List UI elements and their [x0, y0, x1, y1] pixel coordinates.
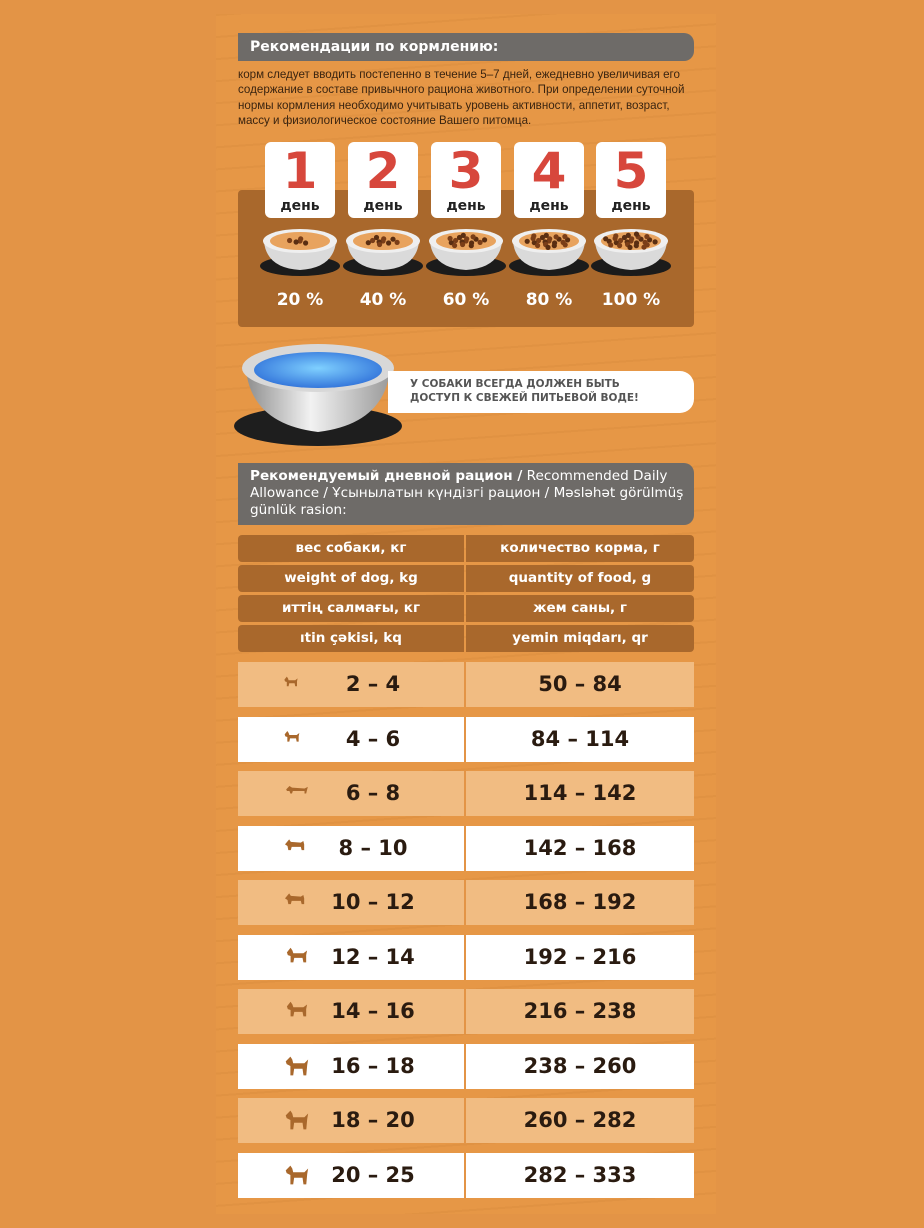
feeding-title: Рекомендации по кормлению: — [238, 33, 694, 61]
large-dog-icon — [282, 1163, 310, 1187]
day-percent: 60 % — [442, 290, 490, 310]
table-row — [238, 826, 694, 871]
header-quantity: yemin miqdarı, qr — [466, 625, 694, 652]
weight-cell: 8 – 10 — [338, 836, 408, 860]
day-card — [265, 142, 335, 218]
header-quantity: жем саны, г — [466, 595, 694, 622]
table-row — [238, 880, 694, 925]
day-card — [596, 142, 666, 218]
food-bowl-icon — [342, 222, 424, 278]
weight-cell: 12 – 14 — [331, 945, 415, 969]
water-note-line1: У СОБАКИ ВСЕГДА ДОЛЖЕН БЫТЬ — [410, 378, 620, 390]
day-label: день — [446, 198, 486, 214]
weight-cell: 6 – 8 — [345, 781, 401, 805]
day-percent: 40 % — [359, 290, 407, 310]
weight-cell: 20 – 25 — [331, 1163, 415, 1187]
food-bowl-icon — [259, 222, 341, 278]
weight-cell: 10 – 12 — [331, 890, 415, 914]
day-card — [348, 142, 418, 218]
day-percent: 80 % — [525, 290, 573, 310]
daily-title-rest: Recommended Daily Allowance / Ұсынылатын күндізгі рацион / Məsləhət görülmüş günlük rasion: — [250, 468, 684, 518]
header-weight: иттің салмағы, кг — [238, 595, 464, 622]
table-row — [238, 717, 694, 762]
day-number: 1 — [282, 142, 318, 200]
day-number: 5 — [613, 142, 649, 200]
small-dog-icon — [282, 727, 302, 747]
large-dog-icon — [282, 1054, 310, 1078]
quantity-cell: 50 – 84 — [538, 672, 622, 696]
table-row — [238, 1153, 694, 1198]
weight-cell: 2 – 4 — [345, 672, 401, 696]
header-row — [238, 535, 694, 562]
water-note-line2: ДОСТУП К СВЕЖЕЙ ПИТЬЕВОЙ ВОДЕ! — [410, 392, 639, 404]
header-weight: weight of dog, kg — [238, 565, 464, 592]
quantity-cell: 142 – 168 — [523, 836, 637, 860]
header-weight: ıtin çəkisi, kq — [238, 625, 464, 652]
day-number: 3 — [448, 142, 484, 200]
table-row — [238, 989, 694, 1034]
table-row — [238, 935, 694, 980]
quantity-cell: 168 – 192 — [523, 890, 637, 914]
quantity-cell: 84 – 114 — [530, 727, 630, 751]
weight-cell: 18 – 20 — [331, 1108, 415, 1132]
food-bowl-icon — [425, 222, 507, 278]
header-weight: вес собаки, кг — [238, 535, 464, 562]
day-card — [514, 142, 584, 218]
weight-cell: 16 – 18 — [331, 1054, 415, 1078]
day-label: день — [611, 198, 651, 214]
day-number: 2 — [365, 142, 401, 200]
daily-title-bold: Рекомендуемый дневной рацион / — [250, 468, 523, 484]
header-row — [238, 625, 694, 652]
quantity-cell: 260 – 282 — [523, 1108, 637, 1132]
header-row — [238, 565, 694, 592]
day-percent: 20 % — [276, 290, 324, 310]
header-row — [238, 595, 694, 622]
day-label: день — [363, 198, 403, 214]
day-label: день — [280, 198, 320, 214]
day-card — [431, 142, 501, 218]
food-bowl-icon — [508, 222, 590, 278]
terrier-icon — [282, 890, 308, 910]
water-note — [388, 371, 694, 413]
quantity-cell: 238 – 260 — [523, 1054, 637, 1078]
food-bowl-icon — [590, 222, 672, 278]
quantity-cell: 216 – 238 — [523, 999, 637, 1023]
header-quantity: quantity of food, g — [466, 565, 694, 592]
tiny-dog-icon — [282, 672, 300, 692]
terrier-icon — [282, 836, 308, 856]
table-row — [238, 771, 694, 816]
day-label: день — [529, 198, 569, 214]
quantity-cell: 282 – 333 — [523, 1163, 637, 1187]
feeding-intro: корм следует вводить постепенно в течение 5–7 дней, ежедневно увеличивая его содержание в составе привычного рациона животного. При определении суточной нормы кормления необходимо учитывать уровень активности, аппетит, возраст, массу и физиологическое состояние Вашего питомца. — [238, 68, 685, 127]
table-row — [238, 662, 694, 707]
day-number: 4 — [531, 142, 567, 200]
large-dog-icon — [282, 1108, 310, 1132]
weight-cell: 14 – 16 — [331, 999, 415, 1023]
weight-cell: 4 – 6 — [345, 727, 401, 751]
table-row — [238, 1098, 694, 1143]
day-percent: 100 % — [601, 290, 661, 310]
quantity-cell: 114 – 142 — [523, 781, 637, 805]
water-bowl-icon — [232, 340, 404, 448]
table-row — [238, 1044, 694, 1089]
header-quantity: количество корма, г — [466, 535, 694, 562]
quantity-cell: 192 – 216 — [523, 945, 637, 969]
daily-allowance-title — [238, 463, 694, 525]
